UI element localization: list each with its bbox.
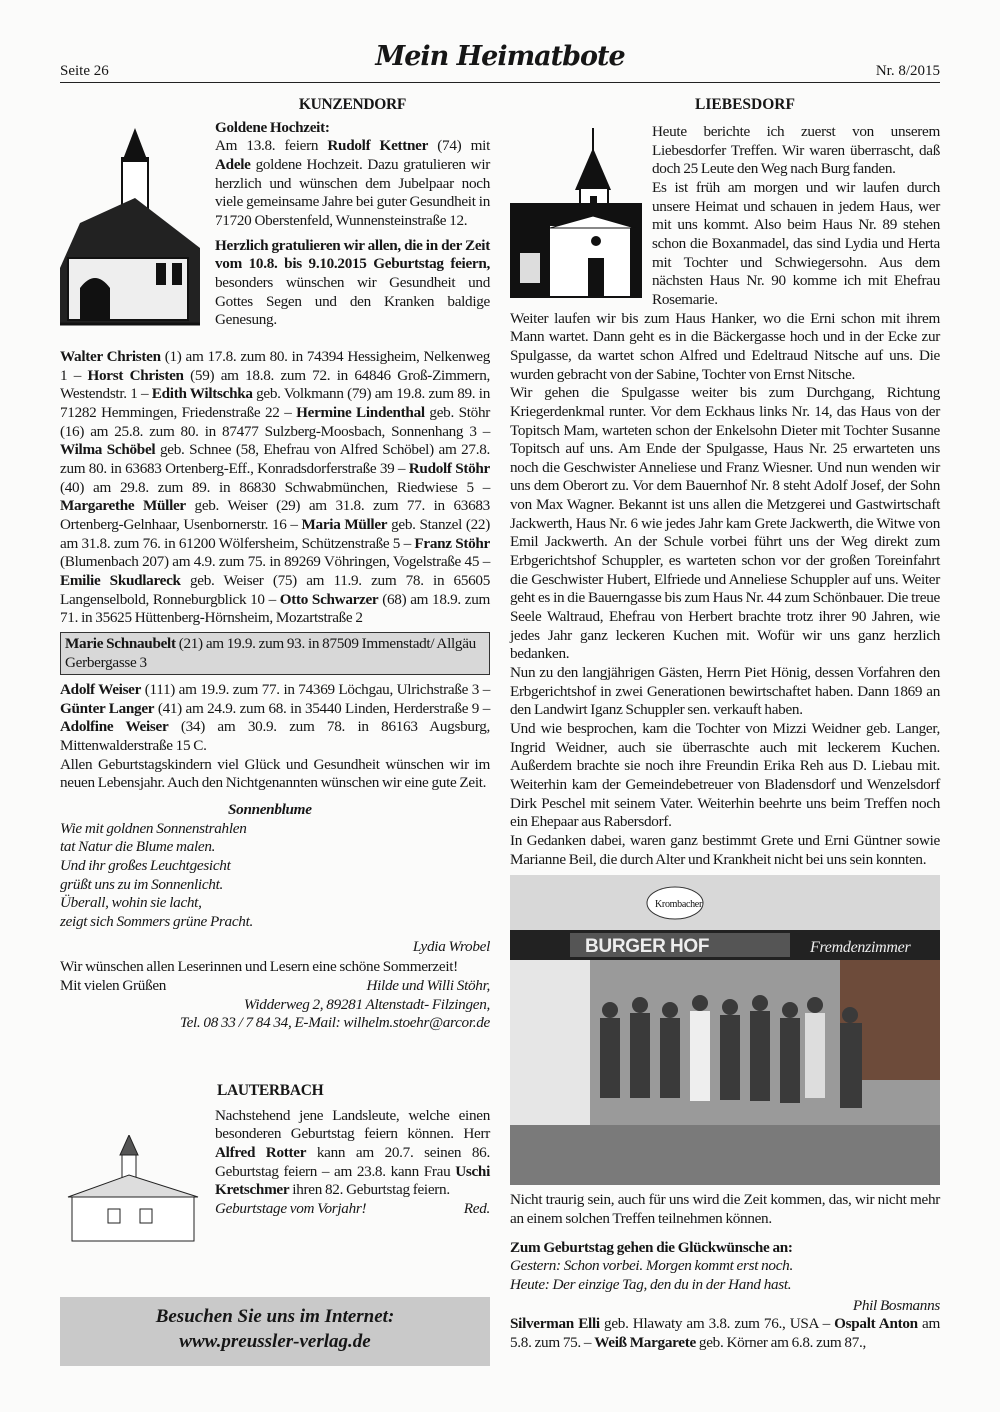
website-link[interactable]: www.preussler-verlag.de [179,1331,371,1352]
summer-wishes: Wir wünschen allen Leserinnen und Lesern eine schöne Sommerzeit! [60,958,458,976]
person-name: Horst Christen [87,366,184,384]
text-run: am 5.8. zum 75. – [510,1315,940,1351]
lauterbach-section [215,1082,490,1219]
report-paragraph: Und wie besprochen, kam die Tochter von Mizzi Weidner geb. Langer, Ingrid Weidner, auch sie überraschte auch mit leckerem Kuchen. Außerdem brachte sie noch ihre Freundin Erika Reh aus D. Liebau mit. Weiterhin kam der Gemeindebetreuer von Bladensdorf und Wenzelsdorf Dirk Peschel mit seinem Vater. Weiterhin beehrte uns beim Treffen noch ein Ehepaar aus Rabersdorf. [510,720,940,831]
person-name: Adolfine Weiser [60,718,169,736]
greeting: Mit vielen Grüßen [60,977,167,994]
text-run: ihren 82. Geburtstag feiern. [289,1181,450,1199]
text-run: Nachstehend jene Landsleute, welche einen besonderen Geburtstag feiern können. Herr [215,1106,490,1143]
report-paragraph: Nun zu den langjährigen Gästen, Herrn Piet Hönig, dessen Vorfahren den Erbgerichtshof in zwei Generationen bewirtschaftet haben. Dann 1869 an den Landwirt Iganz Schuppler sen. verkauft haben. [510,664,940,719]
person-name: Adele [215,155,251,173]
report-paragraph: Heute berichte ich zuerst von unserem Liebesdorfer Treffen. Wir waren überrascht, daß doch 25 Leute den Weg nach Burg fanden. [652,123,940,178]
person-name: Silverman Elli [510,1315,600,1333]
text-run: goldene Hochzeit. Dazu gratulieren wir herzlich und wünschen dem Jubelpaar noch viele gemeinsame Jahre bei guter Gesundheit in 71720 Oberstenfeld, Wunnensteinstraße 12. [215,155,490,229]
kunzendorf-column-flow [60,348,490,1033]
birthday-list-text [60,348,490,628]
liebesdorf-column-flow [510,123,940,1353]
highlighted-birthday-box [60,632,490,675]
poem-author: Lydia Wrobel [412,937,490,955]
text-run: (21) am 19.9. zum 93. in 87509 Immenstadt/ Allgäu Gerbergasse 3 [65,634,476,671]
person-name: Weiß Margarete [594,1333,696,1351]
person-name: Rudolf Kettner [327,137,429,155]
wishes-text: Allen Geburtstagskindern viel Glück und Gesundheit wünschen wir im neuen Lebensjahr. Auch den Nichtgenannten wünschen wir eine gute Zeit. [60,755,490,792]
person-name: Adolf Weiser [60,681,142,699]
text-run: kann am 20.7. seinen 86. Geburtstag feiern – am 23.8. kann Frau [215,1143,490,1180]
person-name: Günter Langer [60,699,155,717]
text-run: geb. Stöhr (16) am 25.8. zum 80. in 87477 Sulzberg-Moosbach, Sonnenhang 3 – [60,403,491,440]
chapel-illustration-lauterbach [60,1135,205,1245]
quote-line: Gestern: Schon vorbei. Morgen kommt erst noch. [510,1257,793,1275]
signature-name: Hilde und Willi Stöhr, [366,977,490,994]
issue-number: Nr. 8/2015 [875,63,940,79]
editor-mark: Red. [463,1199,490,1217]
report-paragraph: Weiter laufen wir bis zum Haus Hanker, wo die Erni schon mit ihrem Mann wartet. Dann geht es in die Bäckergasse hoch und in der Ecke zur Spulgasse, da wartet schon Alfred und Edeltraud Nitsche auf uns. Die wurden gebracht von der Sabine, Tochter von Ernst Nitsche. [510,309,940,383]
person-name: Otto Schwarzer [279,590,379,608]
text-run: (34) am 30.9. zum 78. in 86163 Augsburg, Mittenwalderstraße 15 C. [60,718,490,755]
birthday-list-2-text [60,681,490,756]
section-title-liebesdorf: LIEBESDORF [695,96,795,113]
text-run: geb. Volkmann (79) am 19.8. zum 89. in 71282 Hemmingen, Friedenstraße 22 – [60,385,490,421]
birthday-list-liebesdorf [510,1315,940,1352]
text-run: (40) am 29.8. zum 89. in 86830 Schwabmünchen, Riedwiese 5 – [60,478,490,496]
person-name: Uschi Kretschmer [215,1162,490,1199]
photo-brand-text: Krombacher [655,899,702,911]
text-run: (74) mit [428,137,490,155]
text-run: Am 13.8. feiern [215,137,328,155]
person-name: Maria Müller [301,515,388,533]
report-paragraph: In Gedanken dabei, waren ganz bestimmt Grete und Erni Güntner sowie Marianne Beil, die durch Alter und Krankheit nicht bei uns sein konnten. [510,831,940,868]
poem-line: Wie mit goldnen Sonnenstrahlen [60,819,247,837]
golden-wedding-text [215,137,490,230]
poem-lines [60,820,490,932]
text-run: (111) am 19.9. zum 77. in 74369 Löchgau, Ulrichstraße 3 – [141,681,490,699]
poem-line: Und ihr großes Leuchtgesicht [60,857,231,875]
section-title-kunzendorf: KUNZENDORF [298,96,407,113]
group-photo [510,875,940,1185]
poem-line: Überall, wohin sie lacht, [60,894,202,912]
person-name: Walter Christen [60,348,161,365]
person-name: Margarethe Müller [60,497,186,515]
text-run: (41) am 24.9. zum 68. in 35440 Linden, Herderstraße 9 – [154,699,490,717]
text-run: geb. Hlawaty am 3.8. zum 76., USA – [599,1315,835,1333]
person-name: Herzlich gratulieren wir allen, die in der Zeit vom 10.8. bis 9.10.2015 Geburtstag feiern, [215,236,490,273]
text-run: (68) am 18.9. zum 71. in 35625 Hüttenberg-Hörnsheim, Mozartstraße 2 [60,590,491,627]
text-run: geb. Weiser (29) am 31.8. zum 77. in 63683 Ortenberg-Gelnhaar, Usenbornerstr. 16 – [60,497,490,533]
text-run: geb. Körner am 6.8. zum 87., [695,1333,867,1351]
person-name: Rudolf Stöhr [408,459,490,477]
church-illustration-kunzendorf [60,128,200,328]
subtitle-golden-wedding: Goldene Hochzeit: [215,118,330,136]
person-name: Edith Wiltschka [151,385,253,403]
lauterbach-text [215,1107,490,1200]
photo-sign-text: BURGER HOF [585,936,710,958]
person-name: Hermine Lindenthal [296,403,425,421]
header-rule [60,82,940,83]
person-name: Marie Schnaubelt [65,634,176,652]
person-name: Alfred Rotter [215,1143,307,1161]
masthead-logo: Mein Heimatbote [375,41,625,72]
banner-line: Besuchen Sie uns im Internet: [155,1306,395,1327]
text-run: geb. Schnee (58, Ehefrau von Alfred Schöbel) am 27.8. zum 80. in 63683 Ortenberg-Eff., Konradsdorferstraße 39 – [60,441,490,477]
quote-line: Heute: Der einzige Tag, den du in der Hand hast. [510,1275,792,1293]
kunzendorf-intro [215,96,490,330]
page-number: Seite 26 [60,63,109,79]
text-run: geb. Weiser (75) am 11.9. zum 78. in 65605 Langenselbold, Ronneburgblick 10 – [60,571,491,608]
report-paragraph: Es ist früh am morgen und wir laufen durch unsere Heimat und schauen in jedem Haus, wer mit uns kommt. Also beim Haus Nr. 89 stehen schon die Boxanmadel, das sind Lydia und Herta mit Tochter und Schwiegersohn. Aus dem nächsten Haus Nr. 90 komme ich mit Ehefrau Rosemarie. [652,178,940,308]
website-banner [60,1297,490,1366]
birthday-heading: Zum Geburtstag gehen die Glückwünsche an: [510,1238,793,1256]
signature-address: Widderweg 2, 89281 Altenstadt- Filzingen, [243,995,490,1013]
highlighted-birthday-text [65,635,485,672]
person-name: Ospalt Anton [834,1315,918,1333]
text-run: besonders wünschen wir Gesundheit und Gottes Segen und den Kranken baldige Genesung. [215,273,490,329]
section-title-lauterbach: LAUTERBACH [217,1082,324,1099]
text-run: (59) am 18.8. zum 72. in 64846 Groß-Zimmern, Westendstr. 1 – [60,366,490,403]
text-run: (Blumenbach 207) am 4.9. zum 75. in 89269 Vöhringen, Vogelstraße 45 – [60,553,490,571]
photo-caption: Nicht traurig sein, auch für uns wird die Zeit kommen, das, wir nicht mehr an einem solchen Treffen teilnehmen können. [510,1191,940,1227]
signature-contact: Tel. 08 33 / 7 84 34, E-Mail: wilhelm.stoehr@arcor.de [179,1014,490,1032]
poem-line: tat Natur die Blume malen. [60,838,216,856]
lauterbach-note: Geburtstage vom Vorjahr! [215,1199,367,1217]
person-name: Wilma Schöbel [60,441,156,459]
birthday-intro-text [215,237,490,330]
poem-title: Sonnenblume [228,801,312,819]
person-name: Franz Stöhr [414,534,490,552]
report-paragraph: Wir gehen die Spulgasse weiter bis zum Durchgang, Richtung Kriegerdenkmal runter. Vor dem Eckhaus links Nr. 14, das Haus von der Topitsch Mam, warteten schon der Enkelsohn Dieter mit Tochter Susanne Topitsch auf uns. Am Ende der Spulgasse, Haus Nr. 25 erwarteten uns noch die Geschwister Anneliese und Franz Wiesner. Und nun wenden wir uns dem Oberort zu. Vor dem Bauernhof Nr. 8 steht Adolf Josef, der Sohn von Max Wagner. Bekannt ist uns allen die Metzgerei und Gastwirtschaft Jackwerth, Haus Nr. 6 wie jedes Jahr kam Grete Jackwerth, die Witwe von Emil Jackwerth. An der Schule vorbei führt uns der Weg direkt zum Erbgerichtshof Schuppler, es warteten schon vor der großen Toreinfahrt die Geschwister Hubert, Elfriede und Anneliese Schuppler auf uns. Weiter geht es in die Bauerngasse bis zum Haus Nr. 44 zum Schönbauer. Die treue Seele Waltraud, Ehefrau von Herbert brachte trotz ihrer 90 Jahren, wie jedes Jahr ganz leckeren Kuchen mit. Wofür wir uns ganz herzlich bedanken. [510,384,940,663]
person-name: Emilie Skudlareck [60,571,181,589]
quote-author: Phil Bosmanns [852,1296,940,1314]
poem-line: grüßt uns zu im Sonnenlicht. [60,875,223,893]
photo-sign2-text: Fremdenzimmer [810,939,911,957]
text-run: geb. Stanzel (22) am 31.8. zum 76. in 61200 Wölfersheim, Schützenstraße 5 – [60,515,490,552]
text-run: (1) am 17.8. zum 80. in 74394 Hessigheim, Nelkenweg 1 – [60,348,490,384]
poem-line: zeigt sich Sommers grüne Pracht. [60,913,253,931]
